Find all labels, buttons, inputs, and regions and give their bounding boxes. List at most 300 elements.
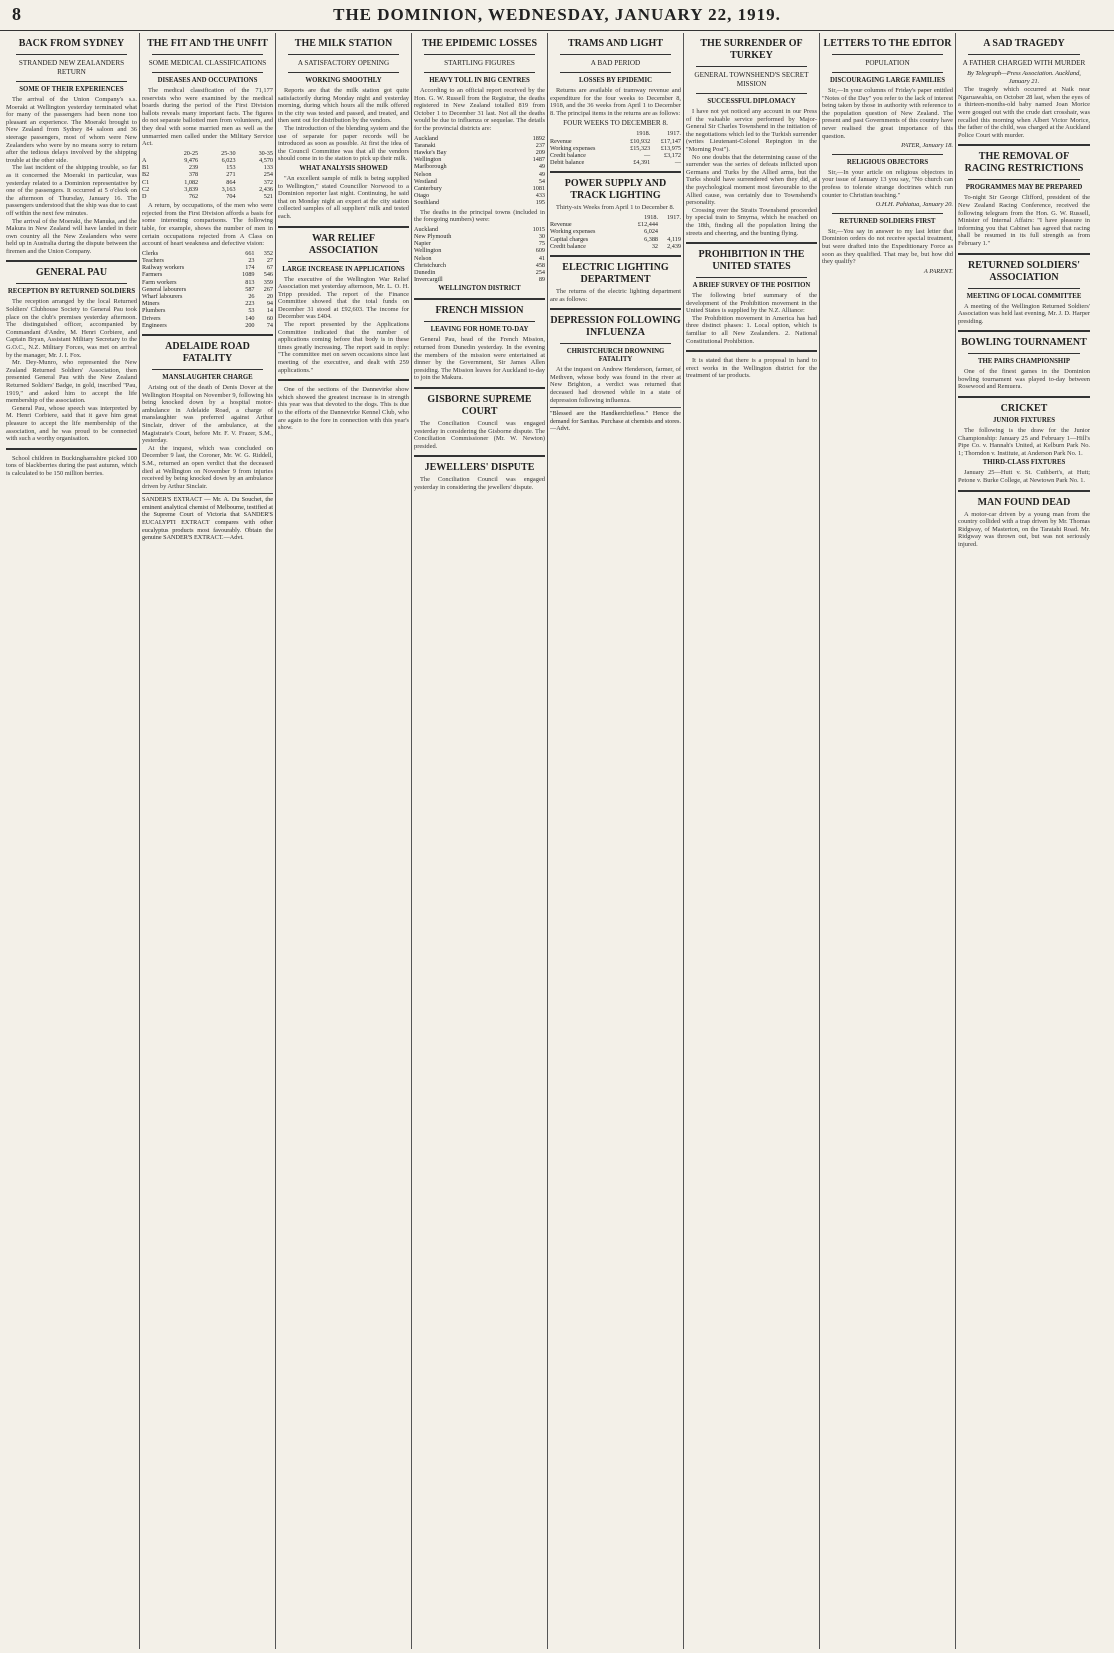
- section-divider: [686, 350, 817, 352]
- table-cell: Credit balance: [550, 151, 586, 159]
- table-row: [414, 199, 545, 206]
- occupations-table: [142, 250, 273, 329]
- table-cell: £15,323: [630, 144, 651, 152]
- table-cell: 26: [248, 292, 255, 300]
- divider: [968, 179, 1080, 180]
- divider: [968, 288, 1080, 289]
- divider: [968, 353, 1080, 354]
- table-cell: £10,932: [630, 137, 651, 145]
- table-cell: New Plymouth: [414, 232, 452, 240]
- divider: [968, 54, 1080, 55]
- subheading-small: SUCCESSFUL DIPLOMACY: [707, 98, 796, 105]
- letter-paragraph: Sir,—In your columns of Friday's paper entitled "Notes of the Day" you refer to the lack of interest being taken by those in authority with reference to the population question of New Zealand. The present and past Governments of this country have never realised the great importance of this question.: [822, 87, 953, 140]
- table-cell: —: [674, 159, 681, 167]
- table-cell: 20: [266, 292, 273, 300]
- table-header-row: [550, 214, 681, 221]
- table-row: [142, 293, 273, 300]
- table-cell: 378: [188, 171, 199, 179]
- four-weeks-table: [550, 130, 681, 166]
- table-cell: 352: [263, 249, 273, 257]
- table-cell: 237: [535, 141, 545, 149]
- section-divider: [958, 396, 1090, 398]
- subheading-small: JUNIOR FIXTURES: [992, 417, 1056, 425]
- table-row: [142, 193, 273, 200]
- table-cell: 1918.: [644, 213, 659, 221]
- table-cell: Wharf labourers: [142, 292, 183, 300]
- article-paragraph: The tragedy which occurred at Naik near Ngaruawahia, on October 28 last, when the eyes of a thirteen-months-old baby named Joan Morice were gouged out with the crude dart crosshair, was recalled this morning when Albert Victor Morice, the father of the child, was charged at the Auckland Police Court with murder.: [958, 86, 1090, 139]
- table-cell: 9,476: [184, 156, 199, 164]
- table-cell: C1: [142, 178, 150, 186]
- divider: [16, 54, 127, 55]
- subheading: A SATISFACTORY OPENING: [297, 59, 390, 67]
- table-cell: 267: [263, 285, 273, 293]
- divider: [696, 93, 807, 94]
- article-paragraph: General Pau, head of the French Mission, returned from Dunedin yesterday. In the evening the members of the mission were entertained at dinner by the Government, Sir James Allen presiding. The Mission leaves for Auckland to-day to join the Makura.: [414, 336, 545, 382]
- advertisement: "Blessed are the Handkerchiefless." Hence the demand for Sanitas. Purchase at chemists and stores.—Advt.: [550, 407, 681, 433]
- deaths-by-town-table: [414, 226, 545, 284]
- headline-epidemic-losses: THE EPIDEMIC LOSSES: [421, 38, 538, 49]
- table-cell: 521: [263, 192, 273, 200]
- article-paragraph: The introduction of the blending system and the use of separate for paper records will be introduced as soon as possible. At first the idea of the Council Committee was that all the vendors should come in to the station to pick up their milk.: [278, 124, 409, 163]
- table-cell: 20-25: [183, 149, 199, 157]
- table-cell: £12,444: [637, 221, 659, 229]
- table-cell: £17,147: [660, 137, 681, 145]
- divider: [288, 72, 399, 73]
- table-cell: £13,975: [660, 144, 681, 152]
- section-divider: [278, 379, 409, 381]
- table-cell: [550, 214, 625, 221]
- article-paragraph: To-night Sir George Clifford, president of the New Zealand Racing Conference, received the following telegram from the Hon. G. W. Russell, Minister of Internal Affairs: "I have pleasure in informing you that Cabinet has agreed that racing shall be resumed in its full strength as from February 1.": [958, 194, 1090, 247]
- table-row: [142, 179, 273, 186]
- table-cell: 49: [538, 170, 545, 178]
- table-cell: [550, 130, 619, 137]
- table-cell: Clerks: [142, 249, 159, 257]
- table-cell: [142, 150, 161, 157]
- table-cell: Teachers: [142, 256, 164, 264]
- section-divider: [6, 260, 137, 262]
- section-divider: [6, 448, 137, 450]
- article-paragraph: "An excellent sample of milk is being supplied to Wellington," stated Councillor Norwood to a Dominion reporter last night. Continuing, he said that on Monday night an expert at the city station collected samples of all suppliers' milk and tested each.: [278, 174, 409, 220]
- article-paragraph: The report presented by the Applications Committee indicated that the number of applications coming before that body is in these times greatly increasing. The report said in reply: "The committee met on seven occasions since last meeting of the executive, and dealt with 259 applications.": [278, 321, 409, 374]
- table-cell: 609: [535, 247, 545, 255]
- table-cell: [658, 228, 681, 235]
- table-header-row: [142, 150, 273, 157]
- grades-table: [142, 150, 273, 200]
- article-paragraph: The reception arranged by the local Returned Soldiers' Clubhouse Society to General Pau took place on the club's premises yesterday afternoon. The distinguished officer, accompanied by Commandant d'Andre, M. Henri Corbiere, and Captain Bryan, Assistant Military Secretary to the G.O.C., N.Z. Military Forces, was met on arrival by the manager, Mr. J. I. Fox.: [6, 298, 137, 359]
- table-cell: 23: [248, 256, 255, 264]
- table-cell: 546: [263, 271, 273, 279]
- table-row: [414, 163, 545, 170]
- headline-letters-to-editor: LETTERS TO THE EDITOR: [823, 38, 952, 49]
- subheading-small: A BRIEF SURVEY OF THE POSITION: [692, 282, 811, 290]
- article-paragraph: The arrival of the Union Company's s.s. Moeraki at Wellington yesterday terminated what for many of the passengers had been none too pleasant an experience. The Moeraki brought to New Zealand from Sydney 84 saloon and 36 steerage passengers, most of whom were New Zealanders who were by no means sorry to return after the tedious delays involved by the shipping trouble at the other side.: [6, 96, 137, 164]
- table-cell: 359: [263, 278, 273, 286]
- table-cell: 1918.: [636, 130, 651, 138]
- table-cell: Farmers: [142, 271, 163, 279]
- table-cell: 4,119: [667, 235, 681, 243]
- table-cell: 200: [245, 321, 255, 329]
- table-cell: 27: [266, 256, 273, 264]
- table-cell: Credit balance: [550, 242, 586, 250]
- table-cell: 75: [538, 240, 545, 248]
- headline-surrender-of-turkey: THE SURRENDER OF TURKEY: [700, 38, 803, 61]
- table-row: [142, 250, 273, 257]
- table-cell: Marlborough: [414, 163, 447, 171]
- column-4: [412, 33, 548, 1649]
- table-cell: 30: [538, 232, 545, 240]
- subheading-small: DISEASES AND OCCUPATIONS: [157, 77, 258, 84]
- table-cell: A: [142, 156, 147, 164]
- table-cell: C2: [142, 185, 150, 193]
- table-cell: 3,839: [184, 185, 199, 193]
- subheading: POPULATION: [865, 59, 910, 67]
- subheading-small: LEAVING FOR HOME TO-DAY: [430, 326, 529, 334]
- table-row: [550, 145, 681, 152]
- table-cell: 1081: [532, 184, 545, 192]
- table-cell: Farm workers: [142, 278, 177, 286]
- column-1: [4, 33, 140, 1649]
- article-paragraph: Reports are that the milk station got quite satisfactorily during Monday night and yesterday morning, during which hours all the milk offered in the city was tested and passed, and treated, and then sent out for distribution by the vendors.: [278, 87, 409, 125]
- article-paragraph: The following brief summary of the development of the Prohibition movement in the United States is supplied by the N.Z. Alliance:: [686, 292, 817, 315]
- table-cell: 661: [245, 249, 255, 257]
- table-cell: B2: [142, 171, 150, 179]
- divider: [832, 213, 943, 214]
- table-cell: 372: [263, 178, 273, 186]
- divider: [696, 66, 807, 67]
- table-row: [142, 271, 273, 278]
- table-row: [142, 315, 273, 322]
- table-cell: 587: [245, 285, 255, 293]
- headline-war-relief: WAR RELIEF ASSOCIATION: [308, 232, 379, 256]
- headline-gisborne-court: GISBORNE SUPREME COURT: [427, 393, 532, 417]
- divider: [424, 54, 535, 55]
- page-number: 8: [12, 4, 21, 24]
- table-cell: Canterbury: [414, 184, 442, 192]
- subheading: STRANDED NEW ZEALANDERS RETURN: [18, 59, 125, 76]
- table-cell: 1,082: [184, 178, 199, 186]
- table-cell: Railway workers: [142, 264, 185, 272]
- article-paragraph: The Conciliation Council was engaged yesterday in considering the Gisborne dispute. The Conciliation Commissioner (Mr. W. Newton) presided.: [414, 419, 545, 450]
- table-cell: Taranaki: [414, 141, 436, 149]
- subheading-small: SOME OF THEIR EXPERIENCES: [19, 86, 124, 93]
- table-row: [142, 264, 273, 271]
- article-paragraph: Crossing over the Straits Townshend proceeded by special train to Smyrna, which he reached on the 18th, finding all the population lining the streets and cheering, and the bunting flying.: [686, 206, 817, 237]
- headline-trams-and-light: TRAMS AND LIGHT: [567, 38, 663, 49]
- table-row: [142, 286, 273, 293]
- headline-sad-tragedy: A SAD TRAGEDY: [983, 38, 1065, 49]
- subheading-small: RETURNED SOLDIERS FIRST: [839, 217, 936, 225]
- headline-back-from-sydney: BACK FROM SYDNEY: [18, 38, 125, 49]
- table-row: [414, 269, 545, 276]
- divider: [424, 321, 535, 322]
- table-row: [414, 240, 545, 247]
- column-2: [140, 33, 276, 1649]
- section-divider: [278, 226, 409, 228]
- table-row: [142, 171, 273, 178]
- article-paragraph: It is stated that there is a proposal in hand to erect works in the Wellington district for the treatment of tar products.: [686, 357, 817, 380]
- subheading: STARTLING FIGURES: [444, 59, 515, 67]
- table-cell: £3,172: [663, 151, 681, 159]
- power-supply-table: [550, 214, 681, 250]
- table-cell: 89: [538, 276, 545, 284]
- subheading-small: RELIGIOUS OBJECTORS: [846, 158, 929, 166]
- table-cell: Wellington: [414, 247, 442, 255]
- subheading-small: WHAT ANALYSIS SHOWED: [299, 164, 388, 172]
- article-paragraph: One of the sections of the Dannevirke show which showed the greatest increase is in strength this year was that devoted to the dogs. This is due to the efforts of the Dannevirke Kennel Club, who are again to the fore in connection with this year's show.: [278, 386, 409, 432]
- table-cell: Working expenses: [550, 228, 596, 236]
- headline-adelaide-road-fatality: ADELAIDE ROAD FATALITY: [165, 340, 250, 364]
- table-cell: 94: [266, 300, 273, 308]
- column-6: [684, 33, 820, 1649]
- divider: [696, 277, 807, 278]
- divider: [288, 261, 399, 262]
- section-divider: [414, 298, 545, 300]
- table-cell: 14: [266, 307, 273, 315]
- table-row: [142, 322, 273, 329]
- article-paragraph: At the inquest on Andrew Henderson, farmer, of Methven, whose body was found in the river at New Brighton, a verdict was returned that deceased had drowned while in a state of depression following influenza.: [550, 366, 681, 404]
- table-row: [414, 247, 545, 254]
- table-row: [142, 279, 273, 286]
- columns: [4, 33, 1110, 1649]
- table-cell: Southland: [414, 199, 440, 207]
- headline-racing-restrictions: THE REMOVAL OF RACING RESTRICTIONS: [964, 151, 1084, 175]
- table-row: [550, 236, 681, 243]
- column-8: [956, 33, 1092, 1649]
- table-cell: 174: [245, 264, 255, 272]
- table-cell: 140: [245, 314, 255, 322]
- table-cell: 195: [535, 199, 545, 207]
- divider: [560, 343, 671, 344]
- table-cell: Auckland: [414, 225, 439, 233]
- section-divider: [550, 171, 681, 173]
- table-cell: 3,163: [221, 185, 236, 193]
- masthead: [0, 0, 1114, 31]
- table-cell: 223: [245, 300, 255, 308]
- section-divider: [142, 334, 273, 336]
- table-cell: 762: [188, 192, 199, 200]
- article-paragraph: One of the finest games in the Dominion bowling tournament was played to-day between Rosewood and Remuera.: [958, 368, 1090, 391]
- divider: [560, 54, 671, 55]
- table-cell: 6,023: [221, 156, 236, 164]
- table-cell: 25-30: [221, 149, 236, 157]
- subheading-small: LARGE INCREASE IN APPLICATIONS: [282, 265, 405, 273]
- table-cell: Wellington: [414, 156, 442, 164]
- table-row: [414, 233, 545, 240]
- article-paragraph: A motor-car driven by a young man from the country collided with a trap driven by Mr. Thomas Ridgway, of Masterton, on the Taratahi Road. Mr. Ridgway was thrown out, but was not seriously injured.: [958, 510, 1090, 548]
- column-5: [548, 33, 684, 1649]
- table-cell: Plumbers: [142, 307, 166, 315]
- article-paragraph: The returns of the electric lighting department are as follows:: [550, 288, 681, 303]
- subheading-small: PROGRAMMES MAY BE PREPARED: [965, 184, 1083, 192]
- table-cell: 2,439: [667, 242, 681, 250]
- table-row: [550, 221, 681, 228]
- table-cell: 433: [535, 192, 545, 200]
- table-row: [142, 300, 273, 307]
- table-row: [414, 171, 545, 178]
- table-cell: Napier: [414, 240, 431, 248]
- table-cell: 133: [263, 164, 273, 172]
- table-cell: 54: [538, 177, 545, 185]
- section-divider: [550, 308, 681, 310]
- table-cell: Otago: [414, 192, 430, 200]
- table-row: [142, 157, 273, 164]
- article-paragraph: According to an official report received by the Hon. G. W. Russell from the Registrar, the deaths registered in New Zealand totalled 819 from October 1 to December 31 last. Not all the deaths would be due to influenza or sequelae. The details for the provincial districts are:: [414, 87, 545, 132]
- article-paragraph: General Pau, whose speech was interpreted by M. Henri Corbiere, said that it gave him great pleasure to accept the life membership of the association, and he was proud to be connected with such a worthy organisation.: [6, 404, 137, 443]
- letter-paragraph: Sir,—In your article on religious objectors in your issue of January 13 you say, "No church can profess to tolerate strange doctrines which run counter to Christian teaching.": [822, 168, 953, 199]
- headline-fit-and-unfit: THE FIT AND THE UNFIT: [147, 38, 268, 49]
- table-row: [414, 135, 545, 142]
- table-cell: 1015: [532, 225, 545, 233]
- table-cell: Debit balance: [550, 159, 585, 167]
- headline-cricket: CRICKET: [1000, 403, 1048, 415]
- article-paragraph: Mr. Dey-Munro, who represented the New Zealand Returned Soldiers' Association, then presented General Pau with the New Zealand Returned Soldiers' Badge, in gold, inscribed "Pau, 1919," and asked him to accept the life membership of the association.: [6, 359, 137, 405]
- article-paragraph: The Prohibition movement in America has had three distinct phases: 1. Local option, which is familiar to all New Zealanders. 2. National Constitutional Prohibition.: [686, 314, 817, 345]
- table-cell: Capital charges: [550, 235, 589, 243]
- divider: [832, 72, 943, 73]
- table-cell: 153: [226, 164, 236, 172]
- table-cell: £4,391: [633, 159, 651, 167]
- section-divider: [958, 490, 1090, 492]
- article-paragraph: The medical classification of the 71,177 reservists who were examined by the medical boards during the period of the First Division ballots reveals many important facts. The figures do not separate ballotted men from volunteers, and they deal with some married men as well as the unmarried men called under the Military Service Act.: [142, 87, 273, 148]
- subheading-small: WORKING SMOOTHLY: [305, 77, 382, 84]
- table-cell: 6,024: [644, 228, 659, 236]
- filler-paragraph: School children in Buckinghamshire picked 100 tons of blackberries during the past autumn, which is calculated to be 150 million berries.: [6, 454, 137, 477]
- section-divider: [958, 144, 1090, 146]
- article-paragraph: January 25—Hutt v. St. Cuthbert's, at Hutt; Petone v. Burke College, at Newtown Park No. 1.: [958, 469, 1090, 485]
- table-row: [414, 255, 545, 262]
- headline-general-pau: GENERAL PAU: [35, 267, 108, 279]
- subheading: SOME MEDICAL CLASSIFICATIONS: [148, 59, 267, 67]
- table-cell: Nelson: [414, 254, 432, 262]
- divider: [424, 72, 535, 73]
- table-cell: Christchurch: [414, 261, 446, 269]
- table-cell: Drivers: [142, 314, 161, 322]
- table-cell: [658, 221, 681, 228]
- article-paragraph: The deaths in the principal towns (included in the foregoing numbers) were:: [414, 208, 545, 224]
- table-cell: Revenue: [550, 221, 572, 229]
- dateline: By Telegraph—Press Association. Auckland, January 21.: [967, 70, 1081, 85]
- table-cell: 254: [535, 269, 545, 276]
- table-header-row: [550, 130, 681, 137]
- article-paragraph: Arising out of the death of Denis Dover at the Wellington Hospital on November 9, following his being knocked down by a hospital motor-ambulance in Adelaide Road, a charge of manslaughter was preferred against Arthur Sinclair, driver of the ambulance, at the Magistrate's Court, before Mr. F. V. Frazer, S.M., yesterday.: [142, 383, 273, 445]
- headline-milk-station: THE MILK STATION: [294, 38, 393, 49]
- table-row: [414, 262, 545, 269]
- table-cell: 74: [266, 321, 273, 329]
- column-7: [820, 33, 956, 1649]
- headline-french-mission: FRENCH MISSION: [435, 305, 524, 317]
- headline-returned-soldiers: RETURNED SOLDIERS' ASSOCIATION: [968, 259, 1080, 283]
- table-cell: 813: [245, 278, 255, 286]
- article-paragraph: The Conciliation Council was engaged yesterday in considering the jewellers' dispute.: [414, 476, 545, 491]
- table-row: [550, 152, 681, 159]
- section-divider: [414, 387, 545, 389]
- table-cell: 32: [651, 242, 659, 250]
- table-row: [142, 307, 273, 314]
- subheading-small: CHRISTCHURCH DROWNING FATALITY: [566, 348, 665, 364]
- table-row: [550, 138, 681, 145]
- table-caption: FOUR WEEKS TO DECEMBER 8.: [563, 119, 668, 128]
- table-cell: D: [142, 192, 147, 200]
- table-row: [414, 149, 545, 156]
- divider: [16, 283, 127, 284]
- article-paragraph: I have not yet noticed any account in our Press of the valuable service performed by Major-General Sir Charles Townshend in the initiation of the negotiations which led to the Turkish surrender (writes Lieutenant-Colonel Repington in the "Morning Post").: [686, 108, 817, 153]
- table-cell: Westland: [414, 177, 437, 185]
- subheading: A FATHER CHARGED WITH MURDER: [962, 59, 1086, 67]
- section-divider: [958, 330, 1090, 332]
- table-cell: 67: [266, 264, 273, 272]
- table-cell: 239: [188, 164, 199, 172]
- table-cell: 4,570: [259, 156, 273, 164]
- table-cell: Working expenses: [550, 144, 596, 152]
- table-cell: 458: [535, 261, 545, 269]
- table-cell: Revenue: [550, 137, 572, 145]
- table-cell: 271: [226, 171, 236, 179]
- table-cell: 1917.: [667, 130, 681, 138]
- table-cell: 1487: [532, 156, 545, 164]
- table-row: [414, 156, 545, 163]
- deaths-by-district-table: [414, 135, 545, 207]
- table-cell: 60: [266, 314, 273, 322]
- table-row: [414, 142, 545, 149]
- headline-prohibition-us: PROHIBITION IN THE UNITED STATES: [698, 249, 805, 273]
- headline-depression-influenza: DEPRESSION FOLLOWING INFLUENZA: [550, 315, 681, 339]
- article-paragraph: Thirty-six Weeks from April 1 to December 8.: [556, 204, 675, 212]
- subheading-small: LOSSES BY EPIDEMIC: [578, 77, 653, 84]
- divider: [832, 54, 943, 55]
- subheading-small: HEAVY TOLL IN BIG CENTRES: [429, 77, 530, 84]
- divider: [152, 72, 263, 73]
- section-divider: [550, 255, 681, 257]
- newspaper-title: THE DOMINION, WEDNESDAY, JANUARY 22, 1919.: [333, 5, 781, 24]
- table-cell: 53: [248, 307, 255, 315]
- table-cell: 254: [263, 171, 273, 179]
- letter-paragraph: Sir,—You say in answer to my last letter that Dominion orders do not receive special treatment, but were drafted into the Expeditionary Force as soon as they qualified. That may be, but how did they qualify?: [822, 227, 953, 266]
- subheading-small: RECEPTION BY RETURNED SOLDIERS: [7, 288, 136, 296]
- table-cell: General labourers: [142, 285, 187, 293]
- subheading-small: DISCOURAGING LARGE FAMILIES: [829, 77, 946, 84]
- section-divider: [414, 455, 545, 457]
- subheading-small: MANSLAUGHTER CHARGE: [162, 373, 253, 381]
- table-cell: 1917.: [667, 213, 681, 221]
- table-cell: 209: [535, 148, 545, 156]
- divider: [560, 72, 671, 73]
- table-cell: 864: [226, 178, 236, 186]
- table-cell: Engineers: [142, 321, 167, 329]
- article-paragraph: The last incident of the shipping trouble, so far as it concerned the Moeraki in particular, was yesterday related to a Dominion representative by one of the passengers. It occurred at 5 o'clock on the afternoon of Thursday, January 16. The passengers understood that the ship was due to cast off within the next few minutes.: [6, 164, 137, 217]
- table-cell: 6,388: [644, 235, 659, 243]
- table-cell: Hawke's Bay: [414, 148, 447, 156]
- divider: [152, 369, 263, 370]
- section-divider: [958, 253, 1090, 255]
- table-cell: 2,436: [259, 185, 273, 193]
- divider: [152, 54, 263, 55]
- table-cell: Dunedin: [414, 269, 436, 276]
- divider: [832, 154, 943, 155]
- table-cell: 704: [226, 192, 236, 200]
- letter-signature: O.H.H. Pahiatua, January 20.: [875, 201, 953, 209]
- letter-signature: A PARENT.: [923, 267, 953, 275]
- headline-power-supply: POWER SUPPLY AND TRACK LIGHTING: [564, 178, 667, 202]
- table-cell: 49: [538, 163, 545, 171]
- table-cell: Auckland: [414, 134, 439, 142]
- article-paragraph: A return, by occupations, of the men who were rejected from the First Division affords a basis for some interesting comparisons. The following table, for example, shows the number of men in certain occupations rejected from A Class on account of heart weakness and defective vision:: [142, 202, 273, 248]
- subheading: GENERAL TOWNSHEND'S SECRET MISSION: [694, 71, 809, 88]
- table-row: [414, 192, 545, 199]
- table-row: [142, 186, 273, 193]
- table-row: [414, 226, 545, 233]
- table-row: [414, 185, 545, 192]
- article-paragraph: The arrival of the Moeraki, the Manuka, and the Makura in New Zealand will have landed in their own country all the New Zealanders who were held up in Australia during the dispute between the firemen and the Union Company.: [6, 217, 137, 255]
